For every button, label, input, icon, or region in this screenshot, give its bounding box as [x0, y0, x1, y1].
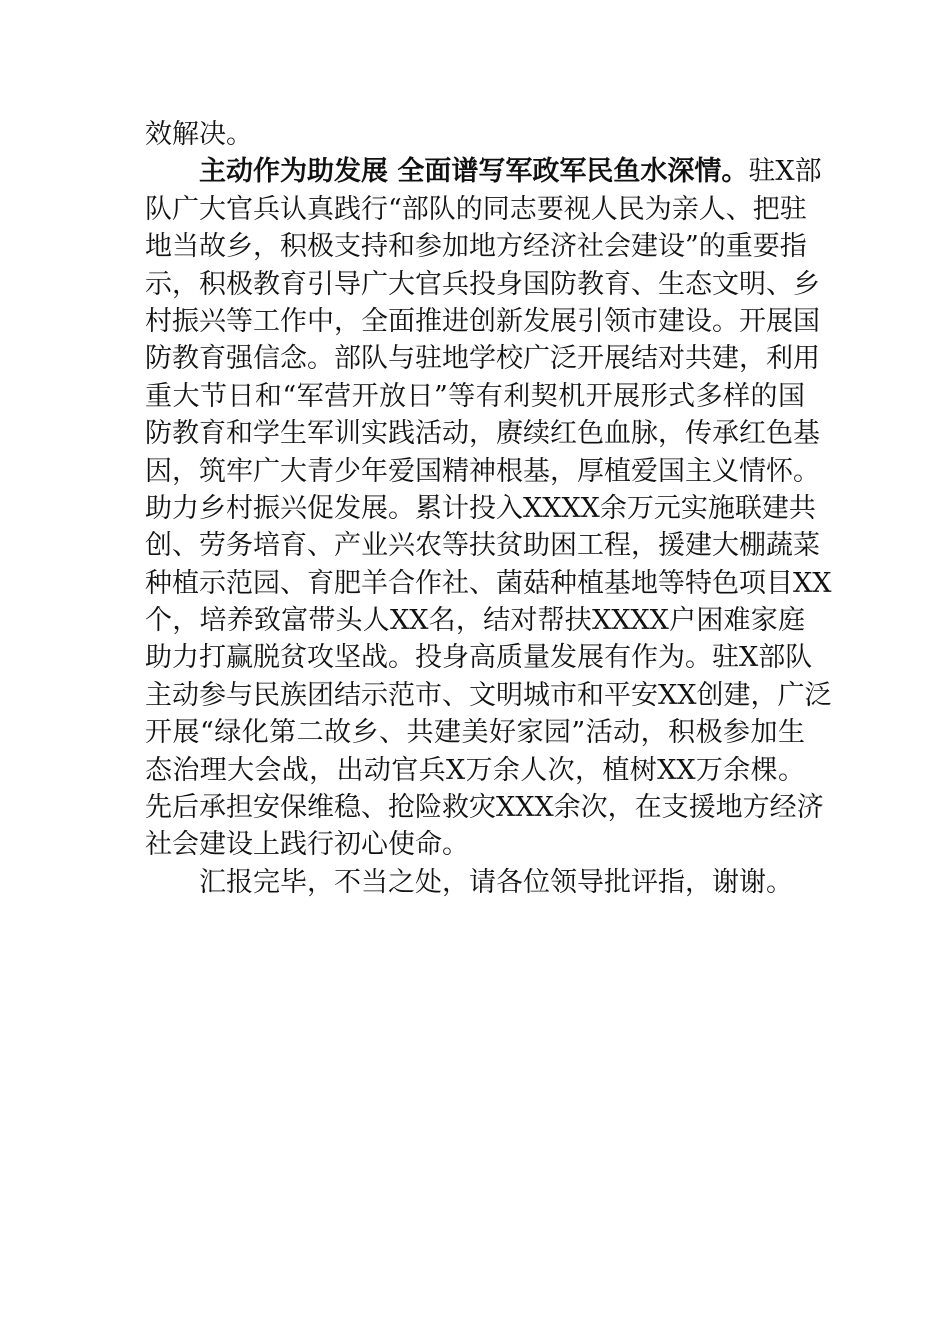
text-line: 地当故乡，积极支持和参加地方经济社会建设”的重要指: [145, 231, 807, 263]
text-line: 开展“绿化第二故乡、共建美好家园”活动，积极参加生: [145, 717, 805, 749]
text-line: 创、劳务培育、产业兴农等扶贫助困工程，援建大棚蔬菜: [145, 530, 820, 562]
text-line: 因，筑牢广大青少年爱国精神根基，厚植爱国主义情怀。: [145, 455, 820, 487]
section-heading: 主动作为助发展 全面谱写军政军民鱼水深情。: [199, 156, 749, 188]
text-line: 队广大官兵认真践行“部队的同志要视人民为亲人、把驻: [145, 193, 807, 225]
text-line: 个，培养致富带头人XX名，结对帮扶XXXX户困难家庭: [145, 605, 805, 637]
section-heading-line: [145, 153, 822, 190]
text-line: 防教育强信念。部队与驻地学校广泛开展结对共建，利用: [145, 343, 820, 375]
text-line: 村振兴等工作中，全面推进创新发展引领市建设。开展国: [145, 305, 820, 337]
text-line: 重大节日和“军营开放日”等有利契机开展形式多样的国: [145, 380, 805, 412]
text-line: 助力乡村振兴促发展。累计投入XXXX余万元实施联建共: [145, 492, 816, 524]
text-line: 态治理大会战，出动官兵X万余人次，植树XX万余棵。: [145, 754, 805, 786]
document-body: [145, 116, 832, 901]
text-line-continuation: 驻X部: [748, 156, 822, 188]
text-line: 种植示范园、育肥羊合作社、菌菇种植基地等特色项目XX: [145, 567, 832, 599]
text-line: 先后承担安保维稳、抢险救灾XXX余次，在支援地方经济: [145, 792, 824, 824]
text-line: 示，积极教育引导广大官兵投身国防教育、生态文明、乡: [145, 268, 820, 300]
text-line: 防教育和学生军训实践活动，赓续红色血脉，传承红色基: [145, 418, 820, 450]
text-line: 助力打赢脱贫攻坚战。投身高质量发展有作为。驻X部队: [145, 642, 813, 674]
text-line: 效解决。: [145, 119, 253, 150]
closing-line: 汇报完毕，不当之处，请各位领导批评指，谢谢。: [199, 866, 793, 898]
text-line: 社会建设上践行初心使命。: [145, 829, 469, 861]
text-line: 主动参与民族团结示范市、文明城市和平安XX创建，广泛: [145, 679, 832, 711]
